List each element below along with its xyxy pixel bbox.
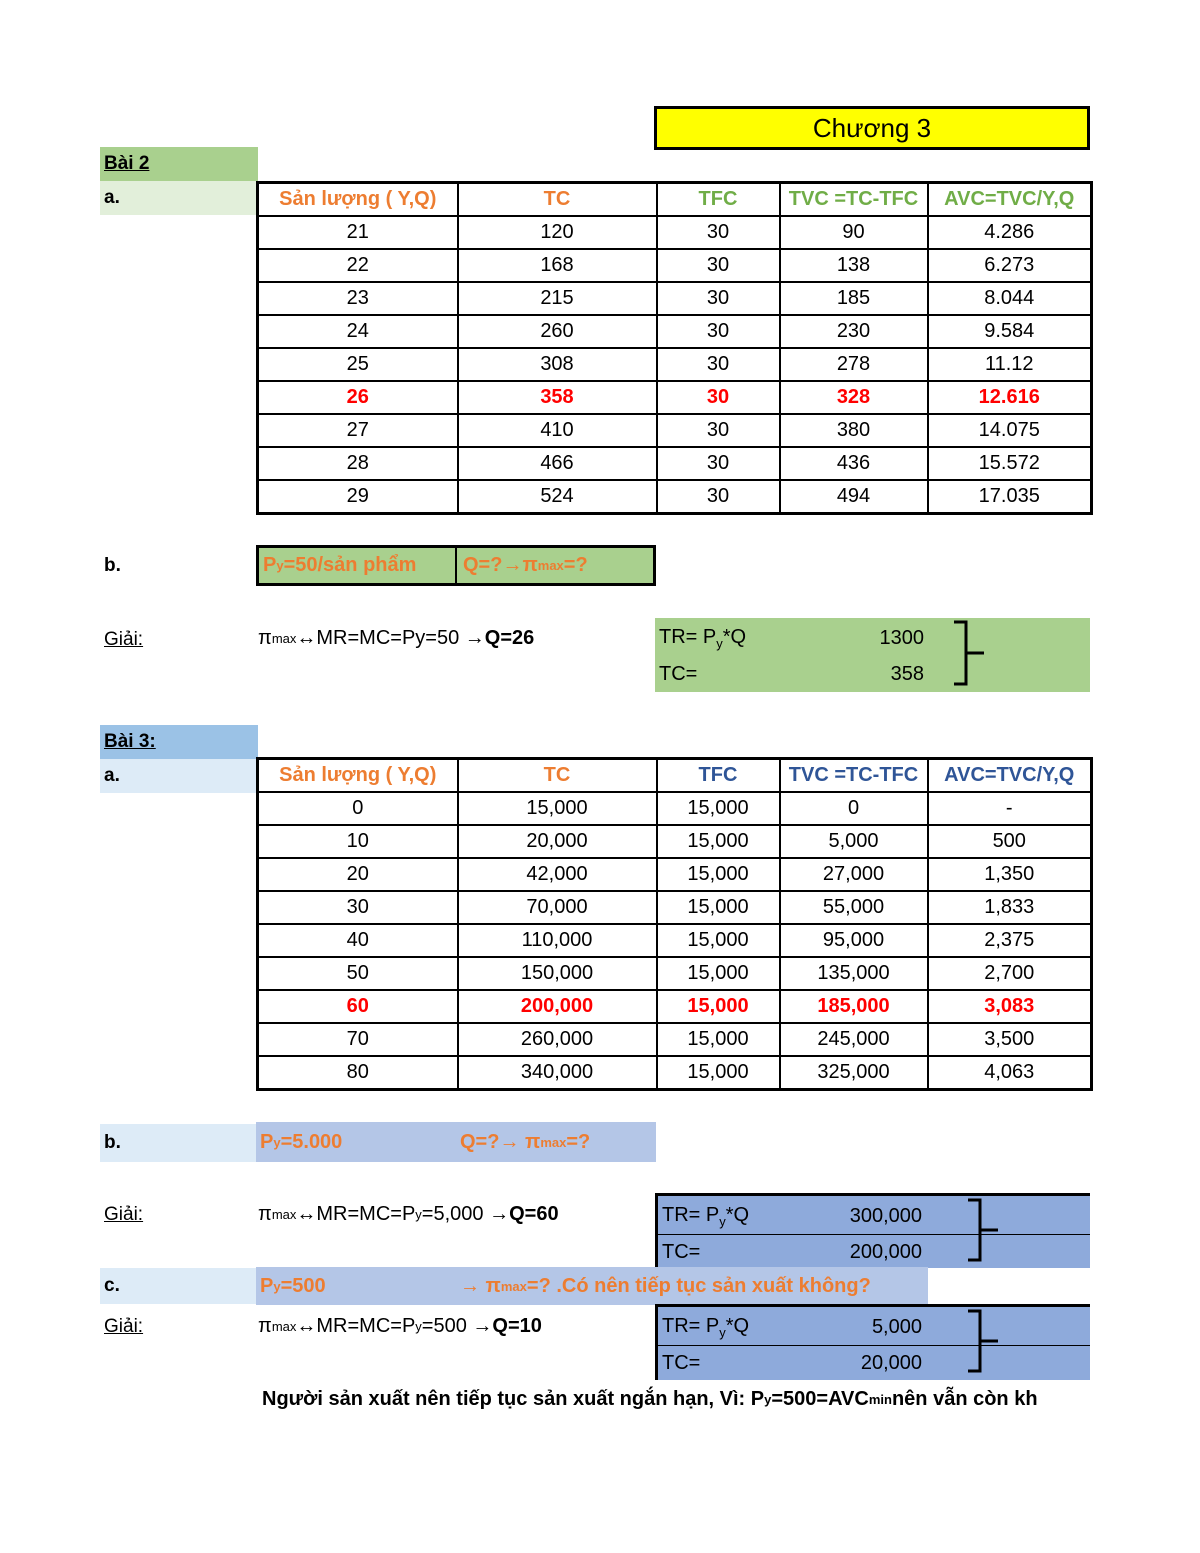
table-cell: 260,000 (458, 1023, 657, 1056)
table-row (258, 1023, 1092, 1056)
table-cell: 230 (780, 315, 928, 348)
bai3-label-text: Bài 3: (104, 731, 156, 752)
table-cell: 29 (258, 480, 458, 514)
bai3-c-tc-value: 20,000 (860, 1351, 922, 1374)
bai3-c-tr-rest: *Q (725, 1314, 750, 1337)
bai3-c-sol-mid: ↔MR=MC=P (296, 1314, 416, 1337)
table-row (258, 858, 1092, 891)
chapter-title: Chương 3 (654, 106, 1090, 150)
bai3-b-sol-q: Q=60 (509, 1202, 559, 1225)
table-cell: 15,000 (657, 1056, 780, 1090)
table-cell: 42,000 (458, 858, 657, 891)
table-cell: 15,000 (657, 891, 780, 924)
bai3-c-q-rest: =? .Có nên tiếp tục sản xuất không? (526, 1274, 871, 1297)
bai2-tr-label (659, 626, 746, 651)
table-header-cell: AVC=TVC/Y,Q (928, 759, 1092, 793)
table-header-cell: TC (458, 759, 657, 793)
bai3-b-tc-label: TC= (662, 1240, 701, 1263)
bai3-c-price-rest: =500 (280, 1274, 326, 1297)
bai3-conc-b: =500=AVC (771, 1387, 869, 1410)
table-row (258, 348, 1092, 381)
bai3-c-price-p: P (260, 1274, 274, 1297)
bai3-b-tr-sub: y (719, 1213, 726, 1229)
bai3-c-sol-sub2: y (415, 1318, 422, 1334)
bai3-conc-sub2: min (868, 1391, 892, 1407)
table-cell: 14.075 (928, 414, 1092, 447)
bai2-b-box (256, 545, 656, 586)
bai3-conc-sub: y (764, 1391, 772, 1407)
table-row (258, 990, 1092, 1023)
bai2-b-q: Q=?→π (463, 554, 538, 576)
table-header-cell: TFC (657, 183, 780, 217)
table-cell: 15,000 (657, 990, 780, 1023)
table-cell: 22 (258, 249, 458, 282)
table-row (258, 792, 1092, 825)
bai2-sol-pi: π (258, 626, 272, 649)
table-cell: 28 (258, 447, 458, 480)
brace-icon (964, 1307, 1004, 1379)
table-row (258, 924, 1092, 957)
bai3-b-calc-box (655, 1193, 1090, 1268)
table-cell: 524 (458, 480, 657, 514)
table-cell: 110,000 (458, 924, 657, 957)
table-cell: 20,000 (458, 825, 657, 858)
table-cell: 30 (657, 447, 780, 480)
table-cell: 50 (258, 957, 458, 990)
bai2-tr-row (655, 620, 1090, 656)
table-cell: 60 (258, 990, 458, 1023)
table-cell: 410 (458, 414, 657, 447)
table-cell: 30 (657, 249, 780, 282)
table-cell: 15,000 (458, 792, 657, 825)
table-header-cell: TC (458, 183, 657, 217)
table-cell: 260 (458, 315, 657, 348)
bai3-c-tr-label (662, 1315, 749, 1340)
table-cell: 23 (258, 282, 458, 315)
table-cell: 11.12 (928, 348, 1092, 381)
table-cell: 30 (657, 348, 780, 381)
table-cell: 9.584 (928, 315, 1092, 348)
table-cell: 1,833 (928, 891, 1092, 924)
table-cell: 245,000 (780, 1023, 928, 1056)
bai2-solution (258, 620, 654, 656)
bai3-a-label: a. (100, 759, 258, 793)
table-row (258, 315, 1092, 348)
table-cell: 15,000 (657, 792, 780, 825)
table-row (258, 447, 1092, 480)
bai2-tr-value: 1300 (879, 626, 924, 649)
bai3-table (256, 757, 1093, 1091)
brace-icon (964, 1196, 1004, 1268)
table-cell: - (928, 792, 1092, 825)
table-cell: 10 (258, 825, 458, 858)
table-row (258, 216, 1092, 249)
table-cell: 30 (657, 282, 780, 315)
bai3-b-label: b. (100, 1124, 258, 1162)
table-header-row (258, 183, 1092, 217)
table-cell: 185,000 (780, 990, 928, 1023)
bai2-sol-mid: ↔MR=MC=Py=50 → (296, 626, 485, 649)
bai2-table (256, 181, 1093, 515)
table-cell: 200,000 (458, 990, 657, 1023)
bai2-tr-sub: y (716, 635, 723, 651)
table-header-row (258, 759, 1092, 793)
table-cell: 15.572 (928, 447, 1092, 480)
bai3-b-sol-sub: max (271, 1206, 297, 1222)
bai2-label (100, 147, 258, 181)
table-cell: 380 (780, 414, 928, 447)
table-cell: 0 (780, 792, 928, 825)
bai3-b-tr-label (662, 1204, 749, 1229)
table-cell: 26 (258, 381, 458, 414)
bai2-b-price (259, 548, 457, 583)
bai2-giai-label (100, 622, 258, 658)
bai2-sol-q: Q=26 (484, 626, 535, 649)
bai3-c-price (260, 1267, 456, 1305)
table-cell: 5,000 (780, 825, 928, 858)
table-cell: 12.616 (928, 381, 1092, 414)
brace-icon (950, 618, 990, 692)
bai3-b-solution (258, 1196, 654, 1232)
bai2-a-label: a. (100, 181, 258, 215)
table-cell: 278 (780, 348, 928, 381)
bai3-c-tr-row (658, 1309, 1090, 1346)
table-header-cell: AVC=TVC/Y,Q (928, 183, 1092, 217)
table-cell: 138 (780, 249, 928, 282)
bai3-b-sol-rest: =5,000 → (421, 1202, 510, 1225)
table-cell: 40 (258, 924, 458, 957)
bai3-b-price (260, 1122, 456, 1162)
bai2-tc-label: TC= (659, 662, 698, 685)
bai3-conclusion (262, 1380, 1090, 1418)
bai3-c-tr-sub: y (719, 1324, 726, 1340)
bai2-b-q-rest: =? (563, 554, 588, 576)
table-cell: 168 (458, 249, 657, 282)
table-row (258, 1056, 1092, 1090)
table-header-cell: TVC =TC-TFC (780, 183, 928, 217)
table-row (258, 282, 1092, 315)
table-cell: 55,000 (780, 891, 928, 924)
bai3-c-tc-row (658, 1345, 1090, 1381)
bai3-c-tc-label: TC= (662, 1351, 701, 1374)
bai3-c-sol-pi: π (258, 1314, 272, 1337)
table-cell: 358 (458, 381, 657, 414)
bai3-c-label: c. (100, 1268, 258, 1304)
bai2-b-price-p: P (263, 554, 277, 576)
bai3-b-tr-value: 300,000 (849, 1204, 922, 1227)
table-cell: 21 (258, 216, 458, 249)
bai3-c-q-sub: max (500, 1278, 527, 1294)
table-cell: 0 (258, 792, 458, 825)
table-cell: 70,000 (458, 891, 657, 924)
table-cell: 95,000 (780, 924, 928, 957)
table-cell: 215 (458, 282, 657, 315)
table-header-cell: Sản lượng ( Y,Q) (258, 759, 458, 793)
table-row (258, 381, 1092, 414)
bai3-c-solution (258, 1308, 654, 1344)
table-cell: 120 (458, 216, 657, 249)
table-cell: 500 (928, 825, 1092, 858)
bai2-b-label: b. (104, 555, 121, 576)
bai2-giai-text: Giải: (104, 629, 144, 650)
table-row (258, 480, 1092, 514)
bai3-giai-c-text: Giải: (104, 1316, 144, 1337)
table-row (258, 414, 1092, 447)
table-cell: 2,375 (928, 924, 1092, 957)
table-cell: 15,000 (657, 858, 780, 891)
table-cell: 27,000 (780, 858, 928, 891)
table-row (258, 891, 1092, 924)
table-cell: 8.044 (928, 282, 1092, 315)
table-cell: 15,000 (657, 957, 780, 990)
bai2-tr-l: TR= P (659, 625, 717, 648)
bai3-giai-c-label (100, 1309, 258, 1345)
table-cell: 15,000 (657, 924, 780, 957)
bai3-c-calc-box (655, 1304, 1090, 1380)
table-cell: 135,000 (780, 957, 928, 990)
table-cell: 27 (258, 414, 458, 447)
table-cell: 17.035 (928, 480, 1092, 514)
table-cell: 20 (258, 858, 458, 891)
table-cell: 30 (657, 381, 780, 414)
bai3-b-price-rest: =5.000 (280, 1130, 343, 1153)
table-cell: 328 (780, 381, 928, 414)
table-cell: 3,083 (928, 990, 1092, 1023)
table-cell: 340,000 (458, 1056, 657, 1090)
bai3-b-sol-pi: π (258, 1202, 272, 1225)
bai3-b-tc-value: 200,000 (849, 1240, 922, 1263)
table-cell: 15,000 (657, 825, 780, 858)
table-cell: 25 (258, 348, 458, 381)
table-cell: 1,350 (928, 858, 1092, 891)
bai3-b-price-p: P (260, 1130, 274, 1153)
bai3-conc-a: Người sản xuất nên tiếp tục sản xuất ngắn hạn, Vì: P (262, 1387, 765, 1410)
bai3-giai-b-text: Giải: (104, 1204, 144, 1225)
table-cell: 325,000 (780, 1056, 928, 1090)
table-cell: 15,000 (657, 1023, 780, 1056)
table-cell: 466 (458, 447, 657, 480)
bai2-b-q-sub: max (537, 558, 564, 573)
table-cell: 6.273 (928, 249, 1092, 282)
table-row (258, 957, 1092, 990)
table-cell: 308 (458, 348, 657, 381)
bai2-tc-value: 358 (890, 662, 924, 685)
bai3-b-q-rest: =? (566, 1130, 591, 1153)
bai2-b-question (459, 548, 653, 583)
table-header-cell: TFC (657, 759, 780, 793)
table-cell: 436 (780, 447, 928, 480)
bai3-b-sol-mid: ↔MR=MC=P (296, 1202, 416, 1225)
table-cell: 494 (780, 480, 928, 514)
table-cell: 3,500 (928, 1023, 1092, 1056)
bai3-b-sol-sub2: y (415, 1206, 422, 1222)
bai3-c-q: → π (460, 1274, 501, 1297)
table-cell: 70 (258, 1023, 458, 1056)
bai3-c-sol-rest: =500 → (421, 1314, 493, 1337)
bai3-b-tr-rest: *Q (725, 1203, 750, 1226)
table-cell: 24 (258, 315, 458, 348)
bai3-c-price-sub: y (273, 1278, 281, 1294)
bai3-b-box (256, 1122, 656, 1162)
table-cell: 30 (657, 414, 780, 447)
bai2-calc-box (655, 618, 1090, 692)
table-row (258, 249, 1092, 282)
bai2-b-price-sub: y (276, 558, 284, 573)
table-cell: 80 (258, 1056, 458, 1090)
bai3-c-sol-q: Q=10 (492, 1314, 542, 1337)
bai3-giai-b-label (100, 1197, 258, 1233)
table-cell: 30 (258, 891, 458, 924)
table-row (258, 825, 1092, 858)
table-cell: 150,000 (458, 957, 657, 990)
bai3-c-tr-value: 5,000 (871, 1315, 922, 1338)
table-cell: 30 (657, 216, 780, 249)
table-cell: 4.286 (928, 216, 1092, 249)
bai2-label-text: Bài 2 (104, 153, 150, 174)
bai3-conc-c: nên vẫn còn kh (891, 1387, 1038, 1410)
bai2-b-price-rest: =50/sản phẩm (283, 554, 417, 576)
bai3-b-tr-l: TR= P (662, 1203, 720, 1226)
bai3-label (100, 725, 258, 759)
bai3-c-question (460, 1267, 926, 1305)
bai3-c-sol-sub: max (271, 1318, 297, 1334)
table-cell: 30 (657, 480, 780, 514)
table-cell: 90 (780, 216, 928, 249)
bai3-b-q-sub: max (540, 1134, 567, 1150)
bai3-b-tr-row (658, 1198, 1090, 1235)
table-cell: 30 (657, 315, 780, 348)
bai2-tc-row (655, 656, 1090, 692)
bai2-sol-sub: max (271, 630, 297, 646)
table-header-cell: TVC =TC-TFC (780, 759, 928, 793)
table-cell: 2,700 (928, 957, 1092, 990)
bai3-b-tc-row (658, 1234, 1090, 1270)
bai3-b-question (460, 1122, 652, 1162)
bai2-tr-rest: *Q (722, 625, 747, 648)
table-header-cell: Sản lượng ( Y,Q) (258, 183, 458, 217)
table-cell: 185 (780, 282, 928, 315)
bai3-c-tr-l: TR= P (662, 1314, 720, 1337)
bai3-c-box (256, 1267, 928, 1305)
table-cell: 4,063 (928, 1056, 1092, 1090)
bai3-b-q: Q=?→ π (460, 1130, 541, 1153)
bai3-b-price-sub: y (273, 1134, 281, 1150)
